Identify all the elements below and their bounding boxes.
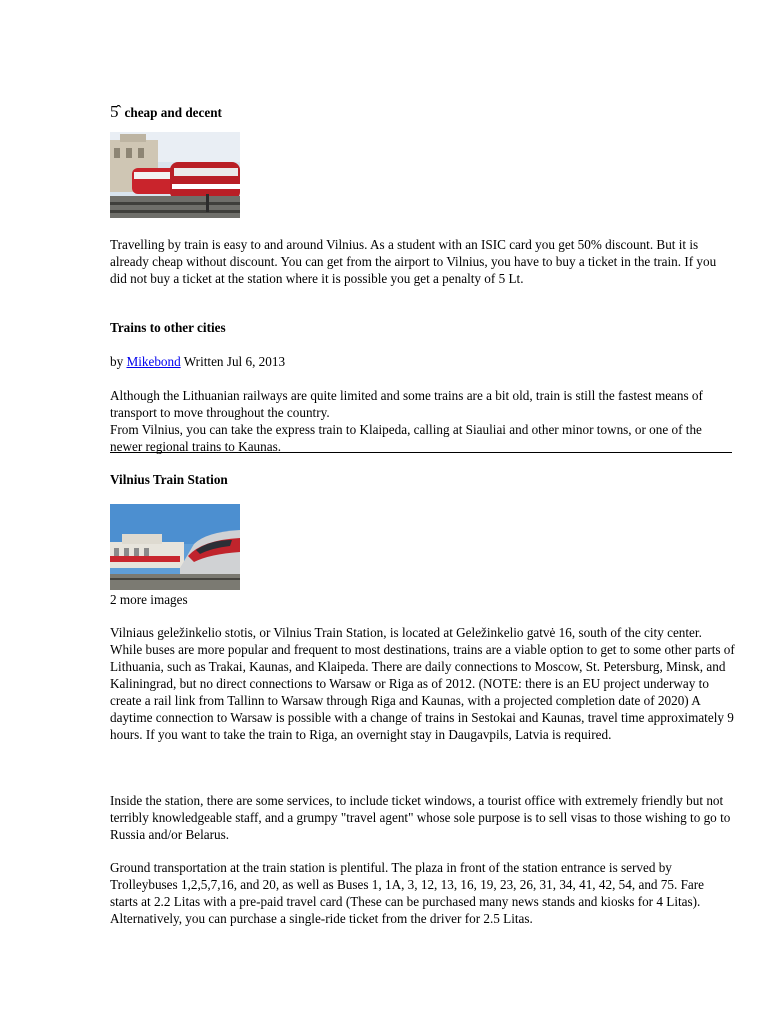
station-para-1: Vilniaus geležinkelio stotis, or Vilnius Train Station, is located at Geležinkelio gatvė 16, south of the city center. While buses are more popular and frequent to most destinations, trains are a viable option to get to some other parts of Lithuania, such as Trakai, Kaunas, and Klaipeda. There are daily connections to Moscow, St. Petersburg, Minsk, and Kaliningrad, but no direct connections to Warsaw or Riga as of 2012. (NOTE: there is an EU project underway to create a rail link from Tallinn to Warsaw through Riga and Kaunas, with a projected completion date of 2020) A daytime connection to Warsaw is possible with a change of trains in Sestokai and Kaunas, travel time approximately 9 hours. If you want to take the train to Riga, an overnight stay in Daugavpils, Latvia is required.: [110, 625, 735, 742]
author-link[interactable]: Mikebond: [126, 354, 181, 369]
train-photo-red-image: [110, 132, 240, 218]
section-title-vilnius-train-station: Vilnius Train Station: [110, 472, 228, 487]
station-para-3: Ground transportation at the train station is plentiful. The plaza in front of the station entrance is served by Trolleybuses 1,2,5,7,16, and 20, as well as Buses 1, 1A, 3, 12, 13, 16, 19, 23, 26, 31, 34, 41, 42, 54, and 75. Fare starts at 2.2 Litas with a pre-paid travel card (These can be purchased many news stands and kiosks for 4 Litas). Alternatively, you can purchase a single-ride ticket from the driver for 2.5 Litas.: [110, 860, 705, 926]
train-photo-station-image: [110, 504, 240, 590]
byline-date: Written Jul 6, 2013: [183, 354, 286, 369]
rating-value: 5̂: [110, 102, 119, 121]
review-title: cheap and decent: [124, 105, 222, 120]
section-divider: [110, 452, 732, 453]
more-images-link[interactable]: 2 more images: [110, 592, 188, 607]
section-title-trains-to-other-cities: Trains to other cities: [110, 320, 226, 335]
station-para-2: Inside the station, there are some services, to include ticket windows, a tourist office with extremely friendly but not terribly knowledgeable staff, and a grumpy "travel agent" whose sole purpose is to sell visas to those wishing to go to Russia and/or Belarus.: [110, 793, 731, 842]
byline-prefix: by: [110, 354, 124, 369]
train-photo-station[interactable]: [110, 504, 240, 590]
train-photo-red[interactable]: [110, 132, 240, 218]
trains-body-line2: From Vilnius, you can take the express train to Klaipeda, calling at Siauliai and other minor towns, or one of the newer regional trains to Kaunas.: [110, 422, 702, 454]
review-body: Travelling by train is easy to and around Vilnius. As a student with an ISIC card you get 50% discount. But it is already cheap without discount. You can get from the airport to Vilnius, you have to buy a ticket in the train. If you did not buy a ticket at the station where it is possible you get a penalty of 5 Lt.: [110, 237, 717, 286]
trains-body-line1: Although the Lithuanian railways are quite limited and some trains are a bit old, train is still the fastest means of transport to move throughout the country.: [110, 388, 703, 420]
byline: [110, 353, 735, 370]
review-heading: [110, 103, 735, 121]
